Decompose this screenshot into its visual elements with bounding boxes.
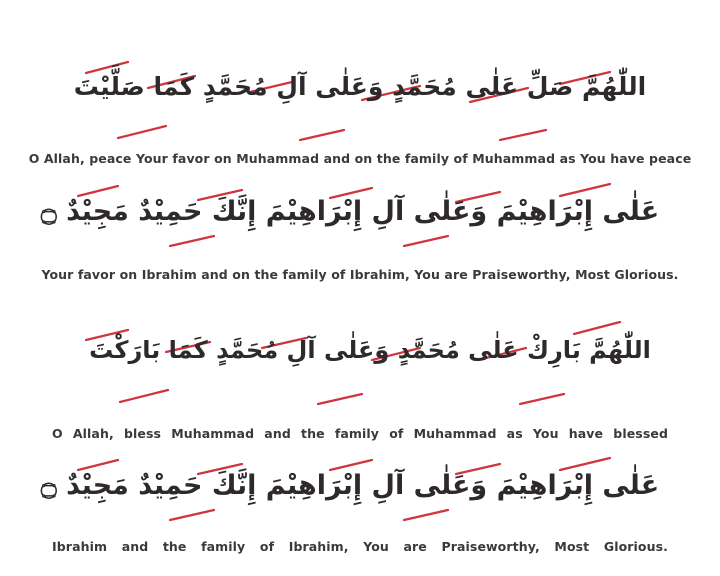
translation-line-1: O Allah, peace Your favor on Muhammad and on the family of Muhammad as You have peace — [28, 151, 692, 166]
arabic-line-1: اللّٰهُمَّ صَلِّ عَلٰى مُحَمَّدٍ وَعَلٰى آلِ مُحَمَّدٍ كَمَا صَلَّيْتَ — [73, 72, 647, 101]
translation-line-3: O Allah, bless Muhammad and the family of Muhammad as You have blessed — [52, 426, 668, 441]
translation-line-2: Your favor on Ibrahim and on the family of Ibrahim, You are Praiseworthy, Most Glorious. — [41, 267, 679, 282]
arabic-line-4: عَلٰى إِبْرَاهِيْمَ وَعَلٰى آلِ إِبْرَاهِيْمَ إِنَّكَ حَمِيْدٌ مَجِيْدٌ ۝ — [40, 470, 660, 501]
arabic-line-3: اللّٰهُمَّ بَارِكْ عَلٰى مُحَمَّدٍ وَعَلٰى آلِ مُحَمَّدٍ كَمَا بَارَكْتَ — [89, 336, 651, 364]
arabic-line-2: عَلٰى إِبْرَاهِيْمَ وَعَلٰى آلِ إِبْرَاهِيْمَ إِنَّكَ حَمِيْدٌ مَجِيْدٌ ۝ — [40, 196, 660, 227]
translation-line-4: Ibrahim and the family of Ibrahim, You are Praiseworthy, Most Glorious. — [52, 539, 668, 554]
